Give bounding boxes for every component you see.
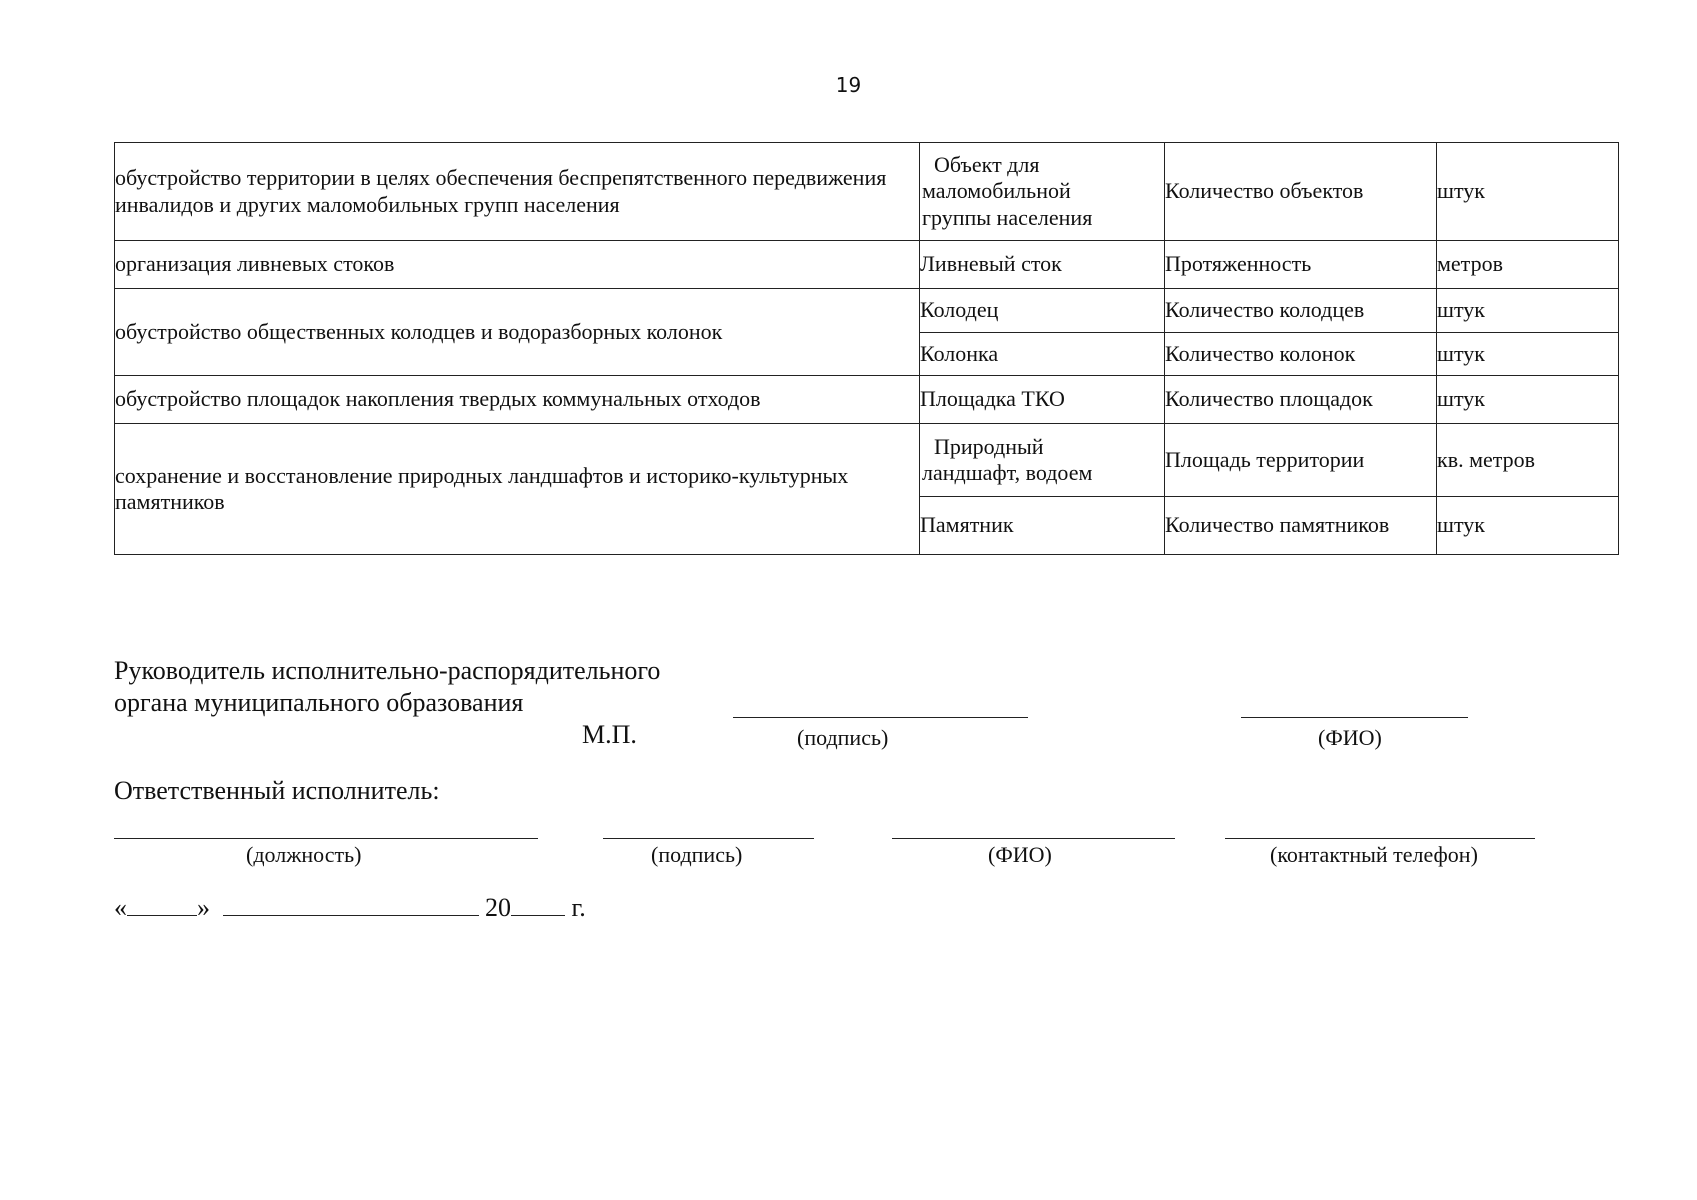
metric-cell: Протяженность bbox=[1165, 241, 1437, 289]
executor-heading: Ответственный исполнитель: bbox=[114, 776, 440, 805]
object-line: Природный bbox=[934, 433, 1044, 459]
metric-cell: Количество памятников bbox=[1165, 497, 1437, 555]
executor-fio-caption: (ФИО) bbox=[988, 842, 1052, 867]
page-number: 19 bbox=[835, 73, 862, 97]
unit-cell: штук bbox=[1437, 497, 1619, 555]
stamp-label: М.П. bbox=[582, 720, 637, 749]
activity-cell: организация ливневых стоков bbox=[115, 241, 920, 289]
object-cell: Ливневый сток bbox=[920, 241, 1165, 289]
unit-cell: штук bbox=[1437, 333, 1619, 376]
year-prefix: 20 bbox=[485, 893, 511, 922]
activity-cell: обустройство общественных колодцев и водоразборных колонок bbox=[115, 289, 920, 376]
date-line bbox=[114, 893, 586, 923]
head-fio-caption: (ФИО) bbox=[1318, 725, 1382, 750]
activity-cell: сохранение и восстановление природных ландшафтов и историко-культурных памятников bbox=[115, 424, 920, 555]
object-line: маломобильной bbox=[922, 178, 1071, 204]
object-cell: Колонка bbox=[920, 333, 1165, 376]
head-signature-line bbox=[733, 717, 1028, 718]
metric-cell: Количество площадок bbox=[1165, 376, 1437, 424]
unit-cell: штук bbox=[1437, 289, 1619, 333]
unit-cell: штук bbox=[1437, 376, 1619, 424]
object-cell: Памятник bbox=[920, 497, 1165, 555]
unit-cell: кв. метров bbox=[1437, 424, 1619, 497]
executor-signature-caption: (подпись) bbox=[651, 842, 743, 867]
day-blank bbox=[127, 893, 197, 916]
year-blank bbox=[511, 893, 565, 916]
head-fio-line bbox=[1241, 717, 1468, 718]
object-cell bbox=[920, 143, 1165, 241]
table-row bbox=[115, 376, 1619, 424]
head-title-line2: органа муниципального образования bbox=[114, 688, 524, 717]
date-close-quote: » bbox=[197, 893, 210, 922]
executor-fio-line bbox=[892, 838, 1175, 839]
executor-position-line bbox=[114, 838, 538, 839]
object-cell: Площадка ТКО bbox=[920, 376, 1165, 424]
measures-table bbox=[114, 142, 1619, 555]
table-row bbox=[115, 424, 1619, 497]
object-line: ландшафт, водоем bbox=[922, 460, 1093, 485]
object-cell: Колодец bbox=[920, 289, 1165, 333]
metric-cell: Количество объектов bbox=[1165, 143, 1437, 241]
metric-cell: Площадь территории bbox=[1165, 424, 1437, 497]
executor-phone-caption: (контактный телефон) bbox=[1270, 842, 1478, 867]
metric-cell: Количество колодцев bbox=[1165, 289, 1437, 333]
head-signature-caption: (подпись) bbox=[797, 725, 889, 750]
unit-cell: штук bbox=[1437, 143, 1619, 241]
date-open-quote: « bbox=[114, 893, 127, 922]
object-line: группы населения bbox=[922, 204, 1093, 230]
table-row bbox=[115, 241, 1619, 289]
table-row bbox=[115, 143, 1619, 241]
executor-position-caption: (должность) bbox=[246, 842, 362, 867]
table-row bbox=[115, 289, 1619, 333]
year-suffix: г. bbox=[571, 893, 586, 922]
executor-signature-line bbox=[603, 838, 814, 839]
metric-cell: Количество колонок bbox=[1165, 333, 1437, 376]
object-cell bbox=[920, 424, 1165, 497]
month-blank bbox=[223, 893, 479, 916]
unit-cell: метров bbox=[1437, 241, 1619, 289]
activity-cell: обустройство площадок накопления твердых коммунальных отходов bbox=[115, 376, 920, 424]
object-line: Объект для bbox=[934, 151, 1040, 177]
activity-cell: обустройство территории в целях обеспечения беспрепятственного передвижения инвалидов и других маломобильных групп населения bbox=[115, 143, 920, 241]
executor-phone-line bbox=[1225, 838, 1535, 839]
head-title-line1: Руководитель исполнительно-распорядительного bbox=[114, 656, 661, 685]
